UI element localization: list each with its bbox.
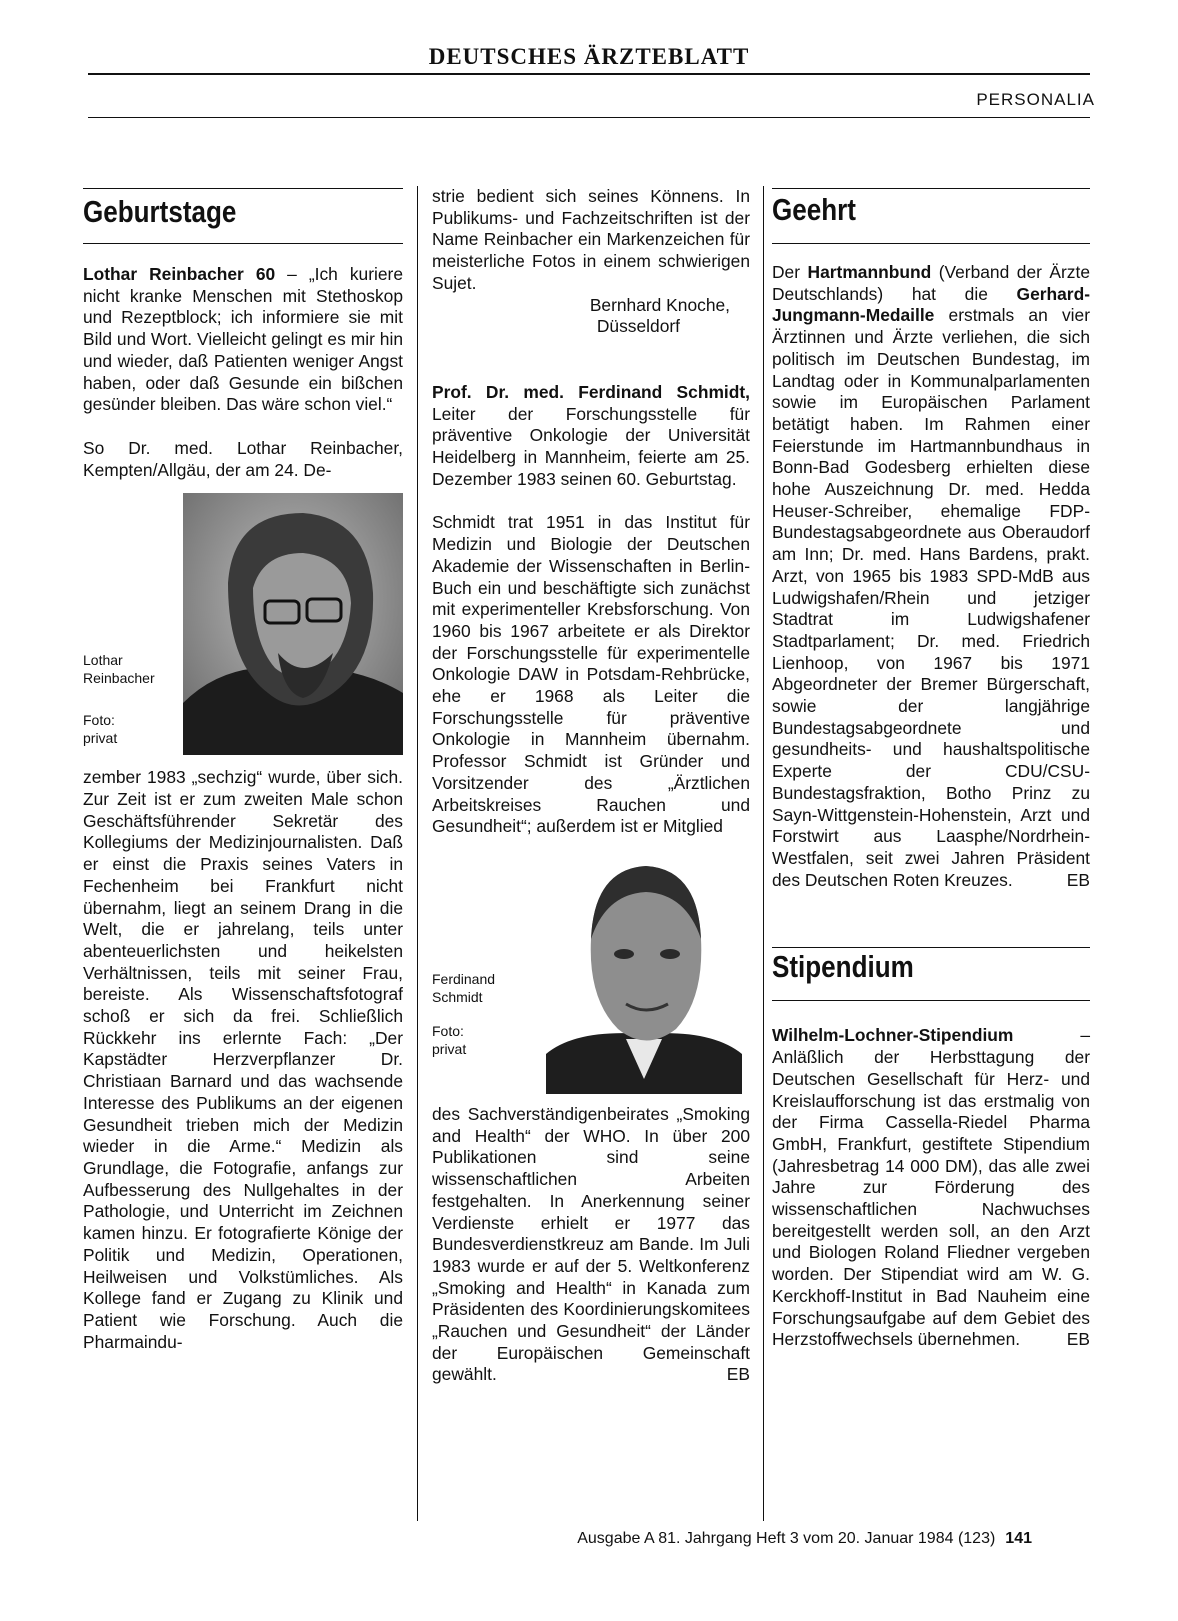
heading-geburtstage: Geburtstage bbox=[83, 194, 237, 229]
heading-rule-top bbox=[772, 947, 1090, 948]
section-rule bbox=[88, 117, 1090, 118]
article-reinbacher-lead: Lothar Reinbacher 60 – „Ich kuriere nicht kranke Menschen mit Stethoskop und Rezeptblock; ich informiere sie mit Bild und Wort. Vielleicht gelingt es mir hin und wieder, daß Patienten weniger Angst haben, oder daß Gesunde ein bißchen gesünder bleiben. Das wäre schon viel.“ bbox=[83, 264, 403, 415]
column-3 bbox=[772, 188, 1090, 1351]
article-sign-eb: EB bbox=[1066, 869, 1090, 890]
section-label: PERSONALIA bbox=[976, 90, 1095, 109]
photo-block-reinbacher bbox=[83, 489, 403, 759]
article-sign-eb: EB bbox=[1066, 1329, 1090, 1350]
heading-rule-bottom bbox=[772, 243, 1090, 244]
column-2 bbox=[432, 186, 750, 1386]
author-sign-name: Bernhard Knoche, bbox=[589, 294, 730, 315]
article-sign-eb: EB bbox=[726, 1364, 750, 1385]
photo-block-schmidt bbox=[432, 846, 750, 1096]
author-sign-city: Düsseldorf bbox=[596, 316, 680, 337]
article-schmidt-p3: des Sachverständigenbeirates „Smoking and Health“ der WHO. In über 200 Publikationen sind seine wissenschaftlichen Arbeiten festgehalten. In Anerkennung seiner Verdienste erhielt er 1977 das Bundesverdienstkreuz am Bande. Im Juli 1983 wurde er auf der 5. Weltkonferenz „Smoking and Health“ in Kanada zum Präsidenten des Koordinierungskomitees „Rauchen und Gesundheit“ der Länder der Europäischen Gemeinschaft gewählt. EB bbox=[432, 1103, 750, 1385]
photo-caption-name: Lothar Reinbacher bbox=[83, 652, 155, 687]
portrait-photo-schmidt bbox=[546, 854, 742, 1094]
name-reinbacher: Lothar Reinbacher 60 bbox=[83, 264, 276, 284]
article-stipendium: Wilhelm-Lochner-Stipendium – Anläßlich der Herbsttagung der Deutschen Gesellschaft für Herz- und Kreislaufforschung ist das erstmalig von der Firma Cassella-Riedel Pharma GmbH, Frankfurt, gestiftete Stipendium (Jahresbetrag 14 000 DM), das alle zwei Jahre zur Förderung des wissenschaftlichen Nachwuchses bereitgestellt werden soll, an den Arzt und Biologen Roland Fliedner vergeben worden. Der Stipendiat wird am W. G. Kerckhoff-Institut in Bad Nauheim eine Forschungsaufgabe auf dem Gebiet des Herzstoffwechsels übernehmen. EB bbox=[772, 1025, 1090, 1350]
issue-info: Ausgabe A 81. Jahrgang Heft 3 vom 20. Januar 1984 (123) bbox=[577, 1530, 996, 1547]
portrait-photo-reinbacher bbox=[183, 493, 403, 755]
heading-rule-top bbox=[83, 188, 403, 189]
masthead: DEUTSCHES ÄRZTEBLATT bbox=[428, 44, 750, 69]
heading-rule-bottom bbox=[83, 243, 403, 244]
heading-rule-top bbox=[772, 188, 1090, 189]
page-number: 141 bbox=[1005, 1530, 1032, 1547]
column-1 bbox=[83, 188, 403, 1353]
page-footer bbox=[577, 1530, 1032, 1548]
article-reinbacher-p3: zember 1983 „sechzig“ wurde, über sich. Zur Zeit ist er zum zweiten Male schon Geschäftsführender Sekretär des Kollegiums der Medizinjournalisten. Daß er einst die Praxis seines Vaters in Fechenheim bei Frankfurt nicht übernahm, liegt an seinem Drang in die Welt, die er jahrelang, teils unter abenteuerlichsten und heikelsten Verhältnissen, teils mit seiner Frau, bereiste. Als Wissenschaftsfotograf schoß er sich da frei. Schließlich Rückkehr ins erlernte Fach: „Der Kapstädter Herzverpflanzer Dr. Christiaan Barnard und das wachsende Interesse des Publikums an der eigenen Gesundheit trieben mich der Medizin wieder in die Arme.“ Medizin als Grundlage, die Fotografie, anfangs zur Aufbesserung des Nullgehaltes in der Pathologie, und Unterricht im Zeichnen kamen hinzu. Er fotografierte Könige der Politik und Medizin, Operationen, Heilweisen und Volkstümliches. Als Kollege fand er Zugang zu Klinik und Patient wie Forschung. Auch die Pharmaindu- bbox=[83, 767, 403, 1352]
heading-stipendium: Stipendium bbox=[772, 949, 914, 985]
article-schmidt-p2: Schmidt trat 1951 in das Institut für Medizin und Biologie der Deutschen Akademie der Wissenschaften in Berlin-Buch ein und beschäftigte sich zunächst mit experimenteller Krebsforschung. Von 1960 bis 1967 arbeitete er als Direktor der Forschungsstelle für experimentelle Onkologie DAW in Potsdam-Rehbrücke, ehe er 1968 als Leiter die Forschungsstelle für präventive Onkologie in Mannheim übernahm. Professor Schmidt ist Gründer und Vorsitzender des „Ärztlichen Arbeitskreises Rauchen und Gesundheit“; außerdem ist er Mitglied bbox=[432, 512, 750, 837]
article-reinbacher-p2: So Dr. med. Lothar Reinbacher, Kempten/Allgäu, der am 24. De- bbox=[83, 437, 403, 480]
article-geehrt: Der Hartmannbund (Verband der Ärzte Deutschlands) hat die Gerhard-Jungmann-Medaille erstmals an vier Ärztinnen und Ärzte verliehen, die sich politisch im Deutschen Bundestag, im Landtag oder in Kommunalparlamenten sowie im Europäischen Parlament betätigt haben. Im Rahmen einer Feierstunde im Hartmannbundhaus in Bonn-Bad Godesberg erhielten diese hohe Auszeichnung Dr. med. Hedda Heuser-Schreiber, ehemalige FDP-Bundestagsabgeordnete aus Oberaudorf am Inn; Dr. med. Hans Bardens, prakt. Arzt, von 1965 bis 1983 SPD-MdB aus Ludwigshafen/Rhein und jetziger Stadtrat im Ludwigshafener Stadtparlament; Dr. med. Friedrich Lienhoop, von 1967 bis 1971 Abgeordneter der Bremer Bürgerschaft, sowie der langjährige Bundestagsabgeordnete und gesundheits- und haushaltspolitische Experte der CDU/CSU-Bundestagsfraktion, Botho Prinz zu Sayn-Wittgenstein-Hohenstein, Arzt und Forstwirt aus Laasphe/Nordrhein-Westfalen, seit zwei Jahren Präsident des Deutschen Roten Kreuzes. EB bbox=[772, 262, 1090, 890]
column-divider-right bbox=[763, 186, 764, 1521]
name-schmidt: Prof. Dr. med. Ferdinand Schmidt, bbox=[432, 381, 750, 402]
article-reinbacher-end: strie bedient sich seines Könnens. In Publikums- und Fachzeitschriften ist der Name Reinbacher ein Markenzeichen für meisterliche Fotos in einem schwierigen Sujet. bbox=[432, 186, 750, 293]
photo-caption-credit: Foto: privat bbox=[432, 1022, 467, 1057]
photo-caption-name: Ferdinand Schmidt bbox=[432, 970, 496, 1005]
photo-caption-credit: Foto: privat bbox=[83, 712, 118, 747]
heading-rule-bottom bbox=[772, 1000, 1090, 1001]
masthead-rule bbox=[88, 73, 1090, 75]
column-divider-left bbox=[417, 186, 418, 1521]
article-schmidt-lead: Prof. Dr. med. Ferdinand Schmidt, Leiter der Forschungsstelle für präventive Onkologie der Universität Heidelberg in Mannheim, feierte am 25. Dezember 1983 seinen 60. Geburtstag. bbox=[432, 381, 750, 489]
heading-geehrt: Geehrt bbox=[772, 192, 856, 227]
